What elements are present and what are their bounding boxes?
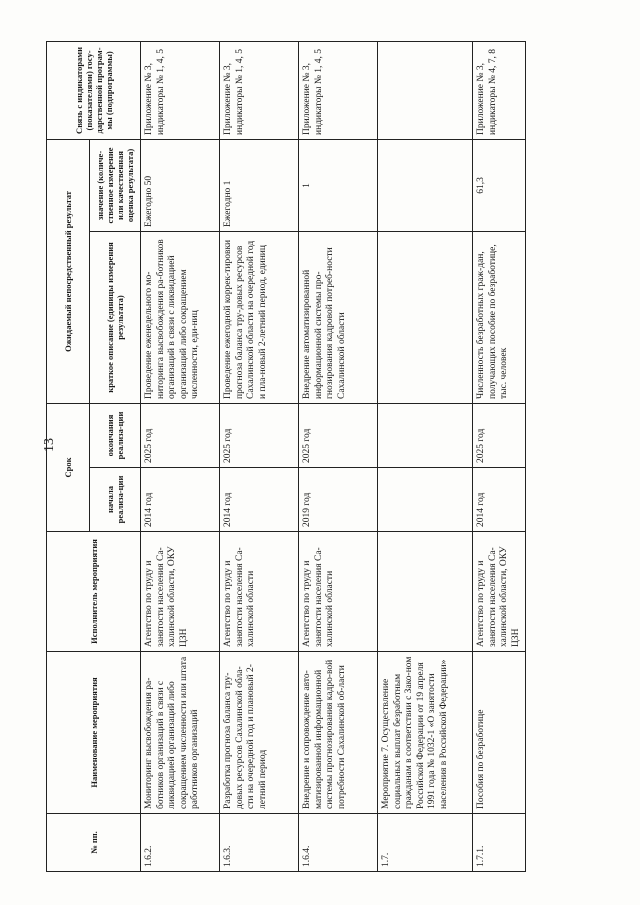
row-start <box>378 468 473 532</box>
row-value: 61,3 <box>473 139 526 231</box>
row-num: 1.6.3. <box>220 814 299 872</box>
row-name: Мероприятие 7. Осуществление социальных выплат безработным гражданам в соответствии с Зако-ном Российской Федерации от 19 апреля 1991 года № 1032-1 «О занятости населения в Российской Федерации» <box>378 652 473 814</box>
table-row <box>378 41 473 871</box>
table-row <box>141 41 220 871</box>
row-desc <box>378 231 473 403</box>
row-name: Внедрение и сопровождение авто-матизированной информационной системы прогнозирования кадро-вой потребности Сахалинской об-ласти <box>299 652 378 814</box>
row-executor: Агентство по труду и занятости населения Са-халинской области, ОКУ ЦЗН <box>141 532 220 652</box>
header-result: Ожидаемый непосредственный результат <box>47 139 90 403</box>
row-value: Ежегодно 50 <box>141 139 220 231</box>
header-term-start: начала реализа-ции <box>90 468 141 532</box>
row-num: 1.7. <box>378 814 473 872</box>
row-executor: Агентство по труду и занятости населения Са-халинской области <box>220 532 299 652</box>
row-start: 2014 год <box>473 468 526 532</box>
row-value: Ежегодно 1 <box>220 139 299 231</box>
row-desc: Численность безработных граж-дан, получающих пособие по безработице, тыс. человек <box>473 231 526 403</box>
page-number: 13 <box>42 438 57 452</box>
row-num: 1.7.1. <box>473 814 526 872</box>
header-link: Связь с индикаторами (показателями) госу-дарственной програм-мы (подпрограммы) <box>47 41 141 139</box>
row-name: Разработка прогноза баланса тру-довых ресурсов Сахалинской обла-сти на очередной год и плановый 2-летний период <box>220 652 299 814</box>
measures-table <box>46 41 526 872</box>
header-num: № пп. <box>47 814 141 872</box>
row-desc: Внедрение автоматизированной информационной системы про-гнозирования кадровой потреб-ности Сахалинской области <box>299 231 378 403</box>
header-row-1 <box>47 41 90 871</box>
header-term-end: окончания реализа-ции <box>90 403 141 467</box>
header-result-desc: краткое описание (единицы измерения результата) <box>90 231 141 403</box>
row-name: Пособия по безработице <box>473 652 526 814</box>
row-start: 2014 год <box>141 468 220 532</box>
row-end <box>378 403 473 467</box>
row-desc: Проведение еженедельного мо-ниторинга высвобождения ра-ботников организаций в связи с ликвидацией организаций либо сокращением численности, еди-ниц <box>141 231 220 403</box>
row-end: 2025 год <box>220 403 299 467</box>
row-link <box>378 41 473 139</box>
row-start: 2014 год <box>220 468 299 532</box>
header-executor: Исполнитель мероприятия <box>47 532 141 652</box>
row-num: 1.6.2. <box>141 814 220 872</box>
row-name: Мониторинг высвобождения ра-ботников организаций в связи с ликвидацией организаций либо сокращением численности или штата работников организаций <box>141 652 220 814</box>
table-row <box>220 41 299 871</box>
row-end: 2025 год <box>473 403 526 467</box>
rotated-table-wrapper <box>46 42 626 872</box>
row-link: Приложение № 3, индикаторы № 1, 4, 5 <box>141 41 220 139</box>
row-end: 2025 год <box>299 403 378 467</box>
row-desc: Проведение ежегодной коррек-тировки прогноза баланса тру-довых ресурсов Сахалинской области на очередной год и пла-новый 2-летний период, единиц <box>220 231 299 403</box>
row-link: Приложение № 3, индикаторы № 4, 7, 8 <box>473 41 526 139</box>
row-value: 1 <box>299 139 378 231</box>
header-result-value: значение (количе-ственное измерение или качественная оценка результата) <box>90 139 141 231</box>
row-value <box>378 139 473 231</box>
row-executor <box>378 532 473 652</box>
row-executor: Агентство по труду и занятости населения Са-халинской области <box>299 532 378 652</box>
row-start: 2019 год <box>299 468 378 532</box>
header-term: Срок <box>47 403 90 531</box>
row-end: 2025 год <box>141 403 220 467</box>
row-num: 1.6.4. <box>299 814 378 872</box>
row-link: Приложение № 3, индикаторы № 1, 4, 5 <box>299 41 378 139</box>
table-row <box>299 41 378 871</box>
table-row <box>473 41 526 871</box>
header-name: Наименование мероприятия <box>47 652 141 814</box>
row-link: Приложение № 3, индикаторы № 1, 4, 5 <box>220 41 299 139</box>
row-executor: Агентство по труду и занятости населения Са-халинской области, ОКУ ЦЗН <box>473 532 526 652</box>
